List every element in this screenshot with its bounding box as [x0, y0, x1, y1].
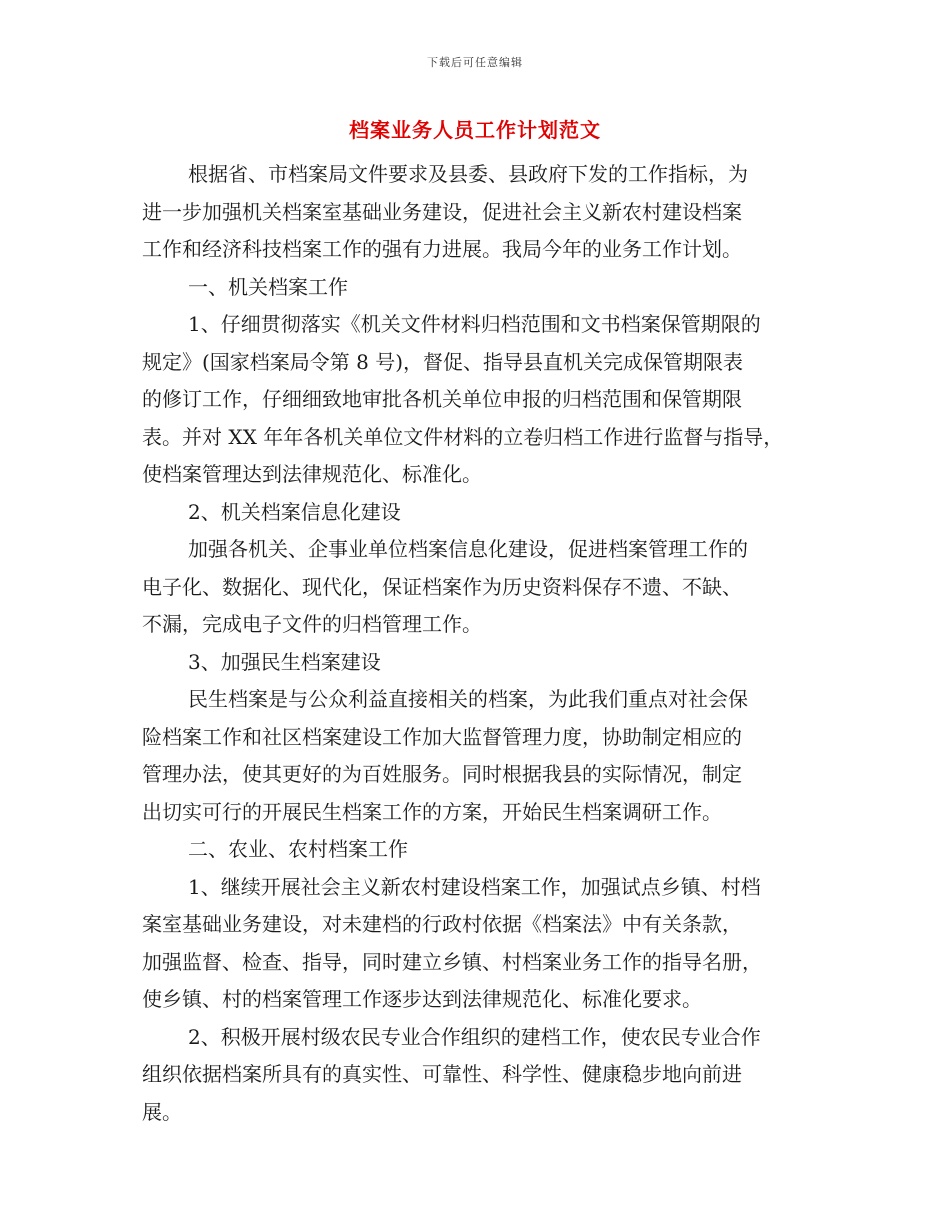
body-line: 1、继续开展社会主义新农村建设档案工作，加强试点乡镇、村档 [188, 874, 761, 899]
page-header-note: 下载后可任意编辑 [427, 56, 523, 69]
body-line: 2、积极开展村级农民专业合作组织的建档工作，使农民专业合作 [188, 1024, 761, 1049]
body-line: 表。并对 XX 年年各机关单位文件材料的立卷归档工作进行监督与指导， [142, 424, 784, 449]
body-line: 电子化、数据化、现代化，保证档案作为历史资料保存不遗、不缺、 [142, 574, 742, 599]
body-line: 案室基础业务建设，对未建档的行政村依据《档案法》中有关条款， [142, 912, 742, 936]
body-line: 根据省、市档案局文件要求及县委、县政府下发的工作指标，为 [188, 162, 748, 186]
body-line: 的修订工作，仔细细致地审批各机关单位申报的归档范围和保管期限 [142, 387, 742, 411]
body-line: 工作和经济科技档案工作的强有力进展。我局今年的业务工作计划。 [142, 237, 742, 261]
body-line: 3、加强民生档案建设 [188, 649, 381, 674]
body-line: 组织依据档案所具有的真实性、可靠性、科学性、健康稳步地向前进 [142, 1062, 742, 1086]
body-line: 不漏，完成电子文件的归档管理工作。 [142, 612, 482, 636]
body-line: 一、机关档案工作 [188, 274, 348, 299]
document-body [142, 156, 814, 1131]
body-line: 加强监督、检查、指导，同时建立乡镇、村档案业务工作的指导名册， [142, 949, 762, 974]
body-line: 1、仔细贯彻落实《机关文件材料归档范围和文书档案保管期限的 [188, 312, 761, 336]
document-title: 档案业务人员工作计划范文 [349, 118, 601, 142]
body-line: 管理办法，使其更好的为百姓服务。同时根据我县的实际情况，制定 [142, 762, 742, 786]
body-line: 民生档案是与公众利益直接相关的档案，为此我们重点对社会保 [188, 687, 748, 711]
body-line: 险档案工作和社区档案建设工作加大监督管理力度，协助制定相应的 [142, 724, 742, 749]
body-line: 出切实可行的开展民生档案工作的方案，开始民生档案调研工作。 [142, 799, 722, 824]
body-line: 二、农业、农村档案工作 [188, 837, 408, 861]
body-line: 进一步加强机关档案室基础业务建设，促进社会主义新农村建设档案 [142, 199, 742, 224]
body-line: 加强各机关、企事业单位档案信息化建设，促进档案管理工作的 [188, 537, 748, 561]
body-line: 规定》(国家档案局令第 8 号)，督促、指导县直机关完成保管期限表 [142, 349, 744, 374]
body-line: 2、机关档案信息化建设 [188, 499, 401, 524]
body-line: 展。 [142, 1099, 182, 1124]
body-line: 使档案管理达到法律规范化、标准化。 [142, 462, 482, 486]
body-line: 使乡镇、村的档案管理工作逐步达到法律规范化、标准化要求。 [142, 987, 702, 1011]
